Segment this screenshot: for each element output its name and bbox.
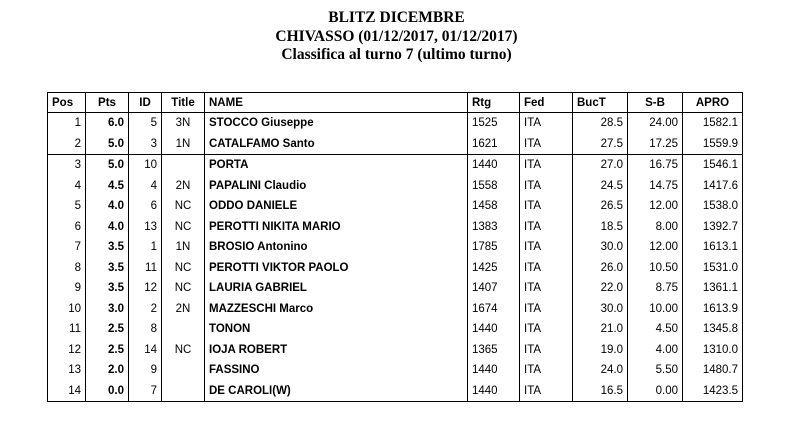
cell-id: 6 (129, 196, 162, 217)
cell-points: 3.5 (86, 258, 129, 279)
cell-sonneborn-berger: 10.00 (628, 299, 683, 320)
cell-buct: 27.0 (573, 155, 628, 176)
cell-federation: ITA (520, 258, 573, 279)
table-row (48, 340, 743, 361)
cell-sonneborn-berger: 12.00 (628, 237, 683, 258)
cell-title: NC (162, 340, 205, 361)
cell-points: 5.0 (86, 134, 129, 155)
cell-points: 6.0 (86, 113, 129, 134)
cell-player-name: MAZZESCHI Marco (205, 299, 468, 320)
cell-id: 7 (129, 381, 162, 402)
cell-title (162, 319, 205, 340)
cell-pos: 13 (48, 360, 86, 381)
column-header-pts: Pts (86, 93, 129, 113)
table-row (48, 113, 743, 134)
cell-rating: 1440 (468, 319, 520, 340)
cell-player-name: LAURIA GABRIEL (205, 278, 468, 299)
cell-player-name: PEROTTI NIKITA MARIO (205, 217, 468, 238)
cell-buct: 19.0 (573, 340, 628, 361)
cell-federation: ITA (520, 134, 573, 155)
standings-body (48, 113, 743, 402)
cell-apro: 1361.1 (683, 278, 743, 299)
cell-title: NC (162, 278, 205, 299)
cell-title: NC (162, 196, 205, 217)
cell-title: 2N (162, 176, 205, 197)
cell-pos: 10 (48, 299, 86, 320)
cell-title: 2N (162, 299, 205, 320)
column-header-pos: Pos (48, 93, 86, 113)
cell-rating: 1407 (468, 278, 520, 299)
cell-pos: 11 (48, 319, 86, 340)
table-row (48, 217, 743, 238)
document-header (0, 9, 793, 65)
cell-pos: 5 (48, 196, 86, 217)
table-row (48, 196, 743, 217)
column-header-rtg: Rtg (468, 93, 520, 113)
cell-player-name: BROSIO Antonino (205, 237, 468, 258)
cell-player-name: PEROTTI VIKTOR PAOLO (205, 258, 468, 279)
cell-points: 3.5 (86, 237, 129, 258)
cell-rating: 1621 (468, 134, 520, 155)
cell-federation: ITA (520, 319, 573, 340)
cell-title: 1N (162, 134, 205, 155)
cell-federation: ITA (520, 278, 573, 299)
cell-apro: 1613.1 (683, 237, 743, 258)
table-row (48, 278, 743, 299)
cell-federation: ITA (520, 113, 573, 134)
cell-id: 12 (129, 278, 162, 299)
cell-points: 0.0 (86, 381, 129, 402)
cell-sonneborn-berger: 24.00 (628, 113, 683, 134)
cell-rating: 1383 (468, 217, 520, 238)
cell-federation: ITA (520, 237, 573, 258)
cell-pos: 6 (48, 217, 86, 238)
cell-rating: 1558 (468, 176, 520, 197)
cell-id: 11 (129, 258, 162, 279)
cell-id: 5 (129, 113, 162, 134)
table-row (48, 155, 743, 176)
cell-apro: 1546.1 (683, 155, 743, 176)
cell-points: 4.0 (86, 217, 129, 238)
cell-id: 4 (129, 176, 162, 197)
cell-points: 4.0 (86, 196, 129, 217)
cell-title: NC (162, 217, 205, 238)
cell-buct: 27.5 (573, 134, 628, 155)
cell-pos: 3 (48, 155, 86, 176)
cell-rating: 1440 (468, 381, 520, 402)
cell-title: 1N (162, 237, 205, 258)
column-header-fed: Fed (520, 93, 573, 113)
cell-player-name: PORTA (205, 155, 468, 176)
cell-title (162, 155, 205, 176)
cell-federation: ITA (520, 217, 573, 238)
column-header-buct: BucT (573, 93, 628, 113)
cell-buct: 24.5 (573, 176, 628, 197)
cell-apro: 1582.1 (683, 113, 743, 134)
cell-sonneborn-berger: 4.00 (628, 340, 683, 361)
cell-rating: 1674 (468, 299, 520, 320)
table-row (48, 360, 743, 381)
cell-pos: 7 (48, 237, 86, 258)
cell-buct: 28.5 (573, 113, 628, 134)
cell-pos: 12 (48, 340, 86, 361)
cell-buct: 26.5 (573, 196, 628, 217)
cell-pos: 1 (48, 113, 86, 134)
cell-federation: ITA (520, 196, 573, 217)
cell-id: 3 (129, 134, 162, 155)
cell-federation: ITA (520, 299, 573, 320)
cell-player-name: TONON (205, 319, 468, 340)
cell-points: 3.5 (86, 278, 129, 299)
cell-id: 13 (129, 217, 162, 238)
cell-federation: ITA (520, 155, 573, 176)
cell-id: 1 (129, 237, 162, 258)
column-header-id: ID (129, 93, 162, 113)
cell-sonneborn-berger: 4.50 (628, 319, 683, 340)
cell-apro: 1480.7 (683, 360, 743, 381)
cell-id: 10 (129, 155, 162, 176)
cell-id: 9 (129, 360, 162, 381)
cell-rating: 1525 (468, 113, 520, 134)
cell-pos: 14 (48, 381, 86, 402)
cell-rating: 1458 (468, 196, 520, 217)
table-row (48, 134, 743, 155)
cell-title (162, 381, 205, 402)
cell-rating: 1440 (468, 360, 520, 381)
cell-title (162, 360, 205, 381)
cell-player-name: DE CAROLI(W) (205, 381, 468, 402)
tournament-title: BLITZ DICEMBRE (328, 9, 465, 26)
cell-sonneborn-berger: 10.50 (628, 258, 683, 279)
cell-apro: 1310.0 (683, 340, 743, 361)
cell-sonneborn-berger: 16.75 (628, 155, 683, 176)
cell-federation: ITA (520, 176, 573, 197)
cell-sonneborn-berger: 8.00 (628, 217, 683, 238)
cell-points: 2.0 (86, 360, 129, 381)
cell-buct: 24.0 (573, 360, 628, 381)
table-row (48, 299, 743, 320)
cell-federation: ITA (520, 360, 573, 381)
cell-apro: 1613.9 (683, 299, 743, 320)
cell-buct: 30.0 (573, 299, 628, 320)
column-header-title: Title (162, 93, 205, 113)
cell-apro: 1345.8 (683, 319, 743, 340)
table-header-row (48, 93, 743, 113)
cell-sonneborn-berger: 5.50 (628, 360, 683, 381)
column-header-sb: S-B (628, 93, 683, 113)
cell-buct: 30.0 (573, 237, 628, 258)
cell-id: 2 (129, 299, 162, 320)
cell-apro: 1531.0 (683, 258, 743, 279)
cell-player-name: PAPALINI Claudio (205, 176, 468, 197)
standings-round-info: Classifica al turno 7 (ultimo turno) (281, 46, 512, 63)
cell-federation: ITA (520, 381, 573, 402)
cell-apro: 1559.9 (683, 134, 743, 155)
column-header-name: NAME (205, 93, 468, 113)
cell-apro: 1538.0 (683, 196, 743, 217)
cell-federation: ITA (520, 340, 573, 361)
cell-points: 2.5 (86, 319, 129, 340)
table-row (48, 381, 743, 402)
cell-points: 3.0 (86, 299, 129, 320)
column-header-apro: APRO (683, 93, 743, 113)
cell-sonneborn-berger: 17.25 (628, 134, 683, 155)
table-row (48, 237, 743, 258)
cell-player-name: CATALFAMO Santo (205, 134, 468, 155)
cell-rating: 1440 (468, 155, 520, 176)
cell-apro: 1392.7 (683, 217, 743, 238)
cell-rating: 1785 (468, 237, 520, 258)
cell-sonneborn-berger: 0.00 (628, 381, 683, 402)
cell-pos: 4 (48, 176, 86, 197)
cell-player-name: IOJA ROBERT (205, 340, 468, 361)
cell-player-name: STOCCO Giuseppe (205, 113, 468, 134)
cell-points: 4.5 (86, 176, 129, 197)
standings-table (47, 92, 743, 402)
cell-rating: 1365 (468, 340, 520, 361)
table-row (48, 258, 743, 279)
cell-apro: 1417.6 (683, 176, 743, 197)
cell-buct: 22.0 (573, 278, 628, 299)
table-row (48, 319, 743, 340)
cell-player-name: FASSINO (205, 360, 468, 381)
cell-buct: 21.0 (573, 319, 628, 340)
cell-rating: 1425 (468, 258, 520, 279)
tournament-location-dates: CHIVASSO (01/12/2017, 01/12/2017) (275, 27, 518, 45)
cell-sonneborn-berger: 14.75 (628, 176, 683, 197)
cell-id: 8 (129, 319, 162, 340)
cell-title: NC (162, 258, 205, 279)
cell-buct: 26.0 (573, 258, 628, 279)
table-row (48, 176, 743, 197)
cell-sonneborn-berger: 12.00 (628, 196, 683, 217)
cell-points: 2.5 (86, 340, 129, 361)
cell-buct: 16.5 (573, 381, 628, 402)
cell-apro: 1423.5 (683, 381, 743, 402)
cell-points: 5.0 (86, 155, 129, 176)
cell-pos: 8 (48, 258, 86, 279)
cell-title: 3N (162, 113, 205, 134)
cell-id: 14 (129, 340, 162, 361)
cell-buct: 18.5 (573, 217, 628, 238)
cell-pos: 9 (48, 278, 86, 299)
cell-pos: 2 (48, 134, 86, 155)
cell-player-name: ODDO DANIELE (205, 196, 468, 217)
cell-sonneborn-berger: 8.75 (628, 278, 683, 299)
